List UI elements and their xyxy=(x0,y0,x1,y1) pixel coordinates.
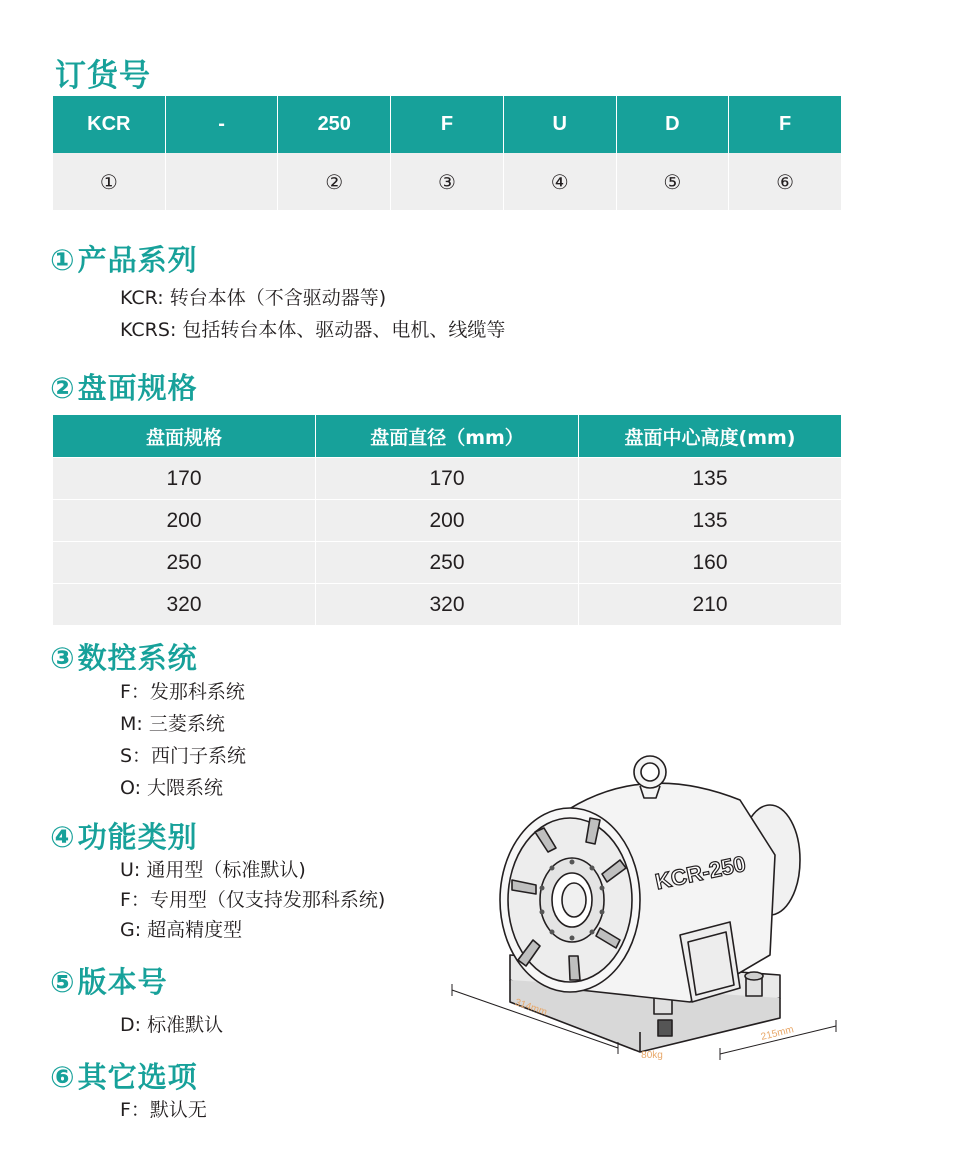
order-code-parts-row xyxy=(53,96,842,153)
order-code-part: F xyxy=(729,96,842,153)
section-number: ⑥ xyxy=(50,1060,76,1094)
order-code-index: ④ xyxy=(503,153,616,210)
section-title-function-type xyxy=(50,815,198,856)
order-code-part: D xyxy=(616,96,729,153)
order-code-part: 250 xyxy=(278,96,391,153)
order-code-part: U xyxy=(503,96,616,153)
section-title-text: 其它选项 xyxy=(77,1060,198,1094)
table-header: 盘面直径（mm） xyxy=(316,415,579,458)
cnc-system-list xyxy=(120,676,246,804)
model-label: KCR-250 xyxy=(652,850,748,895)
table-cell: 250 xyxy=(316,542,579,584)
list-item: G: 超高精度型 xyxy=(120,919,243,941)
section-title-text: 产品系列 xyxy=(77,243,198,277)
list-item: F：默认无 xyxy=(120,1099,207,1121)
table-header: 盘面规格 xyxy=(53,415,316,458)
table-cell: 210 xyxy=(579,584,842,626)
order-code-index: ② xyxy=(278,153,391,210)
list-item: O: 大隈系统 xyxy=(120,777,224,799)
table-row xyxy=(53,584,842,626)
list-item: F：专用型（仅支持发那科系统) xyxy=(120,889,386,911)
section-number: ② xyxy=(50,371,76,405)
order-code-index: ⑥ xyxy=(729,153,842,210)
table-header-row xyxy=(53,415,842,458)
section-number: ③ xyxy=(50,641,76,675)
rotary-table-illustration xyxy=(440,740,840,1070)
table-row xyxy=(53,458,842,500)
other-options-list xyxy=(120,1094,207,1126)
section-title-text: 盘面规格 xyxy=(77,371,198,405)
product-series-list xyxy=(120,282,505,346)
order-code-table xyxy=(52,96,842,210)
order-code-index: ① xyxy=(53,153,166,210)
order-code-part: - xyxy=(165,96,278,153)
width-dimension: 215mm xyxy=(759,1024,795,1043)
order-code-index: ⑤ xyxy=(616,153,729,210)
order-code-index xyxy=(165,153,278,210)
list-item: F：发那科系统 xyxy=(120,681,245,703)
section-title-version xyxy=(50,960,168,1001)
table-row xyxy=(53,500,842,542)
section-title-other-options xyxy=(50,1055,198,1096)
table-cell: 250 xyxy=(53,542,316,584)
list-item: KCRS: 包括转台本体、驱动器、电机、线缆等 xyxy=(120,319,506,341)
section-title-text: 版本号 xyxy=(77,965,168,999)
page-title: 订货号 xyxy=(55,58,151,94)
table-cell: 135 xyxy=(579,500,842,542)
list-item: S：西门子系统 xyxy=(120,745,247,767)
list-item: M: 三菱系统 xyxy=(120,713,225,735)
list-item: D: 标准默认 xyxy=(120,1014,224,1036)
face-spec-table xyxy=(52,415,842,625)
table-cell: 170 xyxy=(53,458,316,500)
section-title-product-series xyxy=(50,238,198,279)
section-number: ④ xyxy=(50,820,76,854)
list-item: U: 通用型（标准默认) xyxy=(120,859,306,881)
section-title-text: 数控系统 xyxy=(77,641,198,675)
table-cell: 135 xyxy=(579,458,842,500)
section-title-cnc-system xyxy=(50,636,198,677)
function-type-list xyxy=(120,855,385,945)
section-number: ⑤ xyxy=(50,965,76,999)
table-header: 盘面中心高度(mm) xyxy=(579,415,842,458)
weight-label: 80kg xyxy=(641,1050,663,1061)
section-title-text: 功能类别 xyxy=(77,820,198,854)
order-code-index: ③ xyxy=(391,153,504,210)
order-code-index-row xyxy=(53,153,842,210)
section-number: ① xyxy=(50,243,76,277)
table-cell: 320 xyxy=(316,584,579,626)
table-cell: 160 xyxy=(579,542,842,584)
table-cell: 320 xyxy=(53,584,316,626)
section-title-face-spec xyxy=(50,366,198,407)
table-row xyxy=(53,542,842,584)
list-item: KCR: 转台本体（不含驱动器等) xyxy=(120,287,387,309)
order-code-part: KCR xyxy=(53,96,166,153)
table-cell: 170 xyxy=(316,458,579,500)
table-cell: 200 xyxy=(53,500,316,542)
length-dimension: 314mm xyxy=(513,997,549,1019)
version-list xyxy=(120,1009,223,1041)
table-cell: 200 xyxy=(316,500,579,542)
order-code-part: F xyxy=(391,96,504,153)
